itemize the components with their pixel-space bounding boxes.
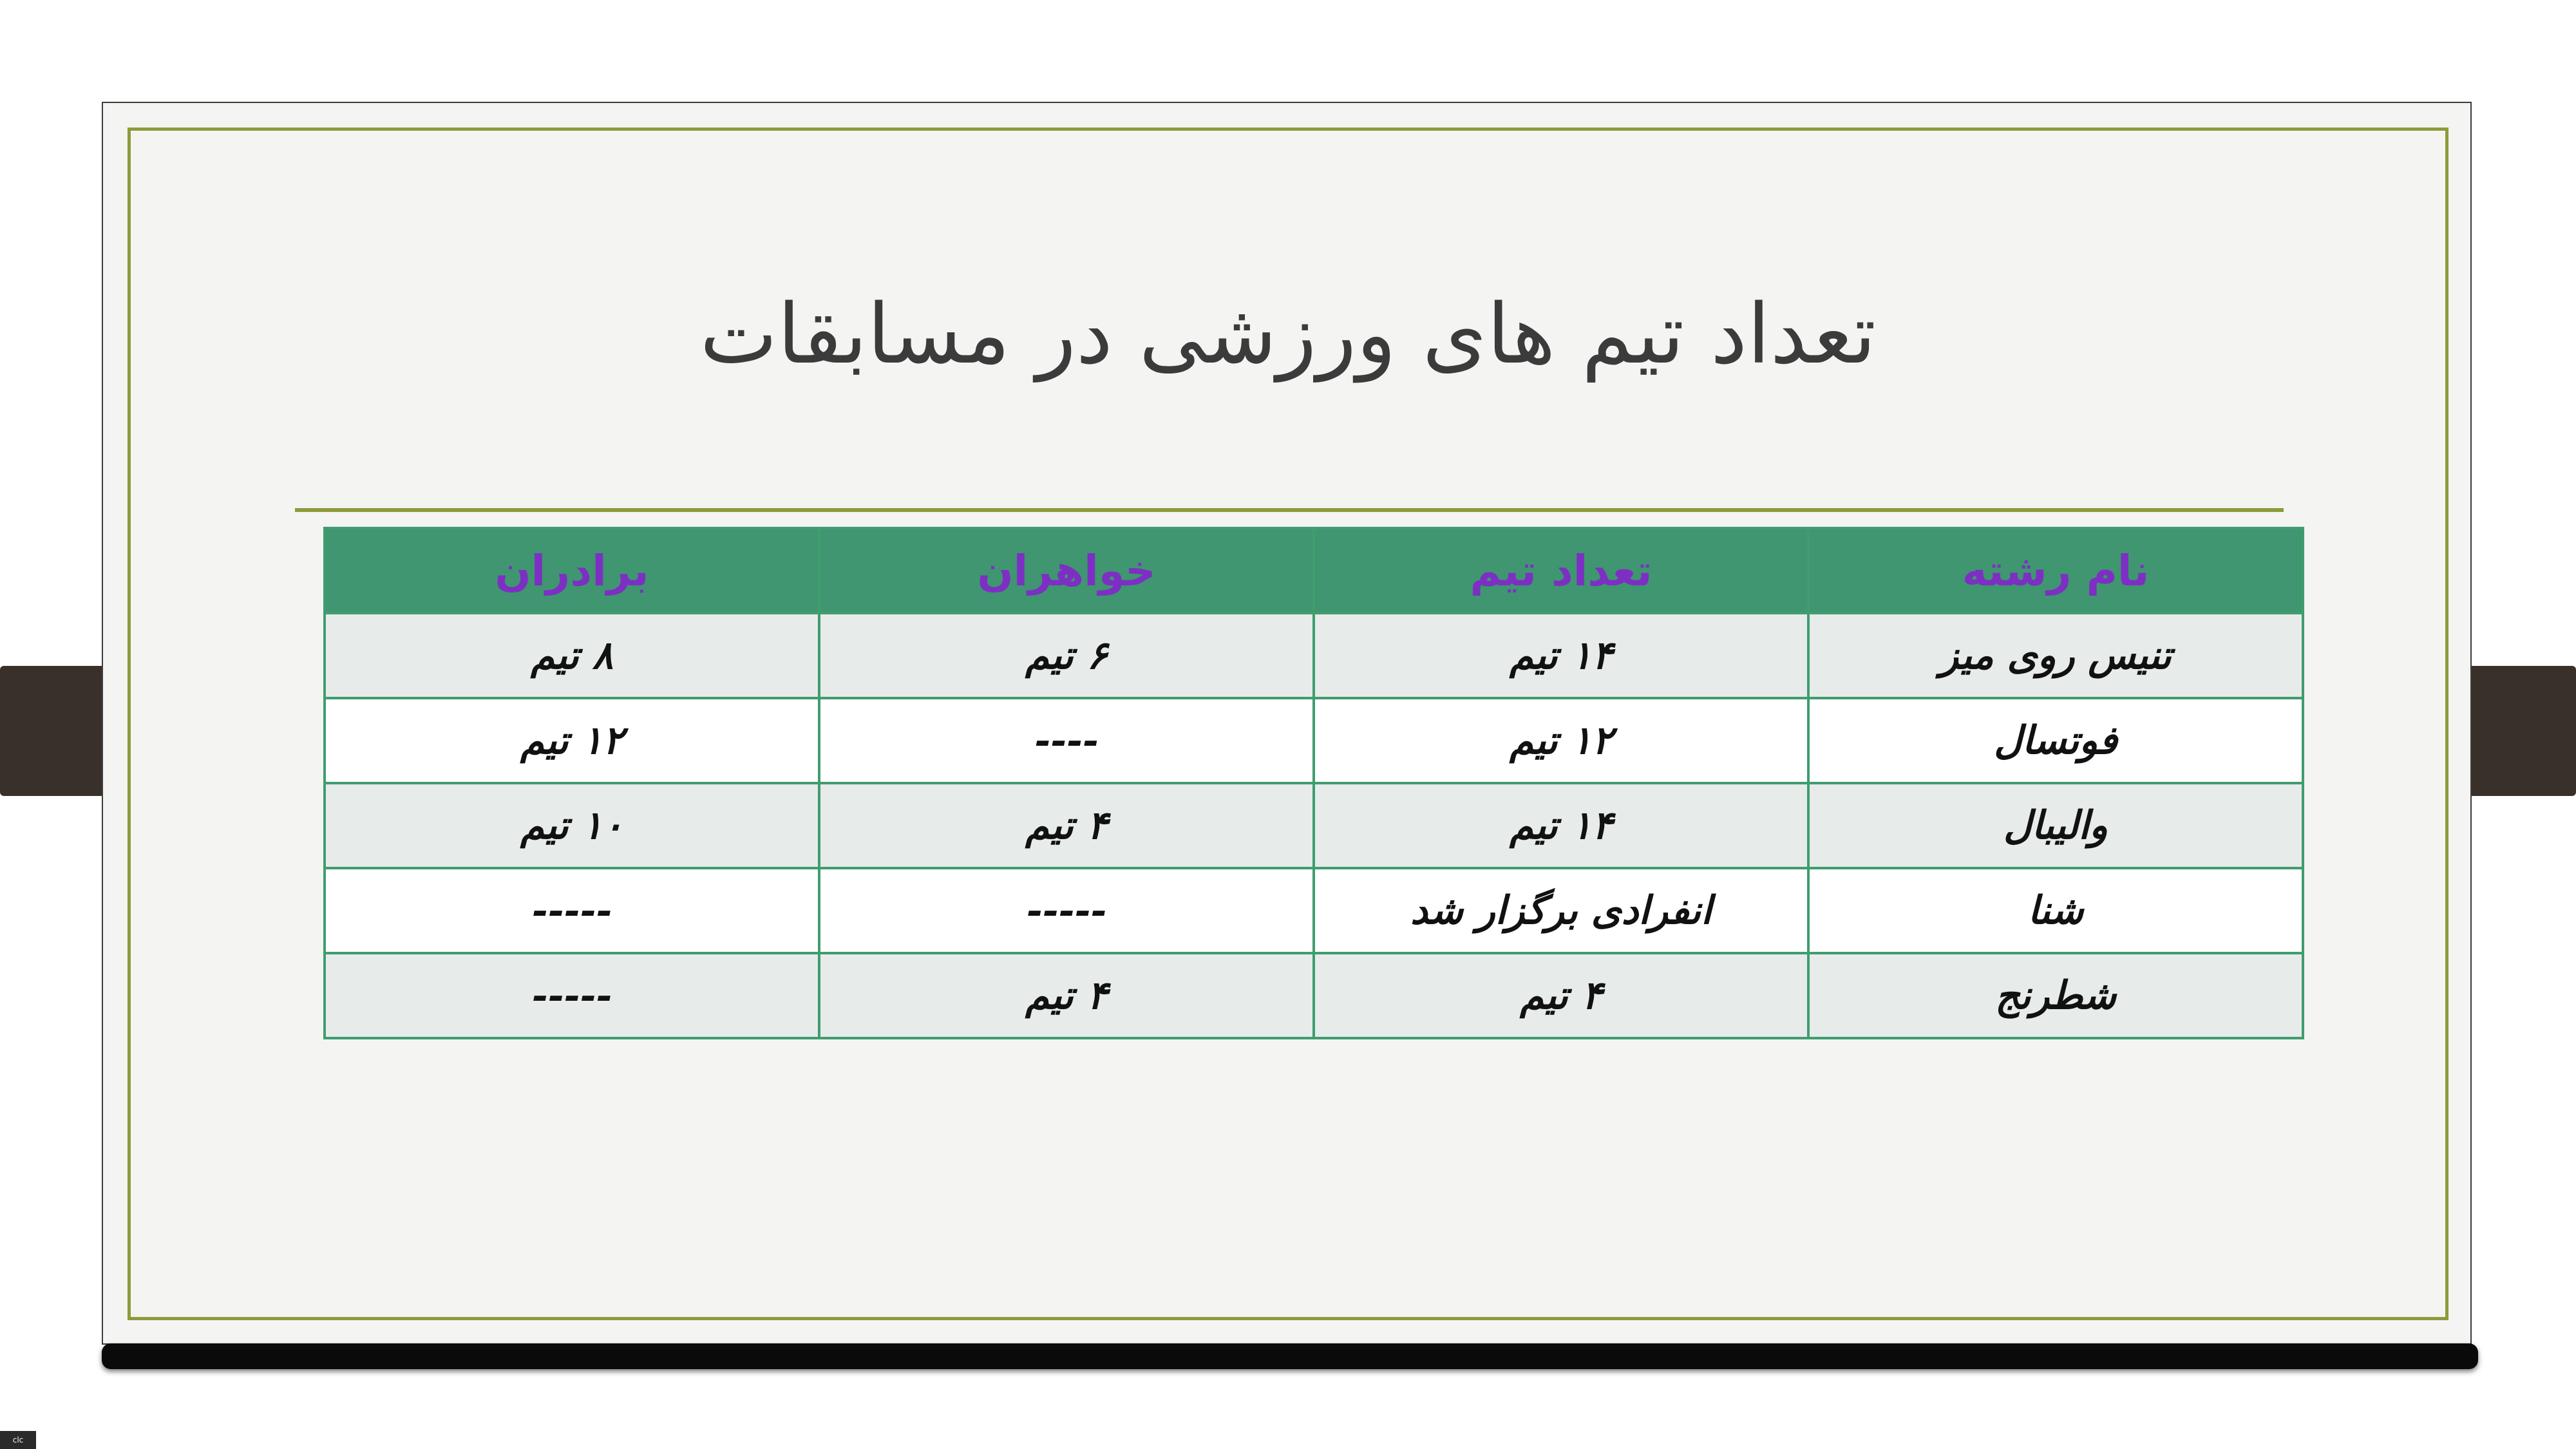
cell-brothers: ۸ تیم — [325, 613, 819, 698]
slide-bottom-bar — [102, 1343, 2478, 1369]
cell-discipline: تنیس روی میز — [1808, 613, 2303, 698]
header-sisters: خواهران — [819, 528, 1314, 613]
table-row — [325, 783, 2303, 868]
cell-brothers: ----- — [325, 953, 819, 1038]
cell-brothers: ----- — [325, 868, 819, 953]
cell-team-count: انفرادی برگزار شد — [1314, 868, 1808, 953]
cell-sisters: ---- — [819, 698, 1314, 783]
cell-sisters: ۴ تیم — [819, 953, 1314, 1038]
header-discipline: نام رشته — [1808, 528, 2303, 613]
cell-team-count: ۱۴ تیم — [1314, 613, 1808, 698]
cell-brothers: ۱۰ تیم — [325, 783, 819, 868]
cell-discipline: فوتسال — [1808, 698, 2303, 783]
table-header-row — [325, 528, 2303, 613]
cell-team-count: ۱۴ تیم — [1314, 783, 1808, 868]
cell-discipline: شنا — [1808, 868, 2303, 953]
cell-sisters: ۶ تیم — [819, 613, 1314, 698]
table-row — [325, 953, 2303, 1038]
cell-sisters: ۴ تیم — [819, 783, 1314, 868]
title-divider — [295, 508, 2284, 512]
cell-brothers: ۱۲ تیم — [325, 698, 819, 783]
header-brothers: برادران — [325, 528, 819, 613]
corner-badge: clc — [0, 1431, 36, 1449]
teams-table — [323, 527, 2304, 1039]
cell-team-count: ۱۲ تیم — [1314, 698, 1808, 783]
table-row — [325, 698, 2303, 783]
header-team-count: تعداد تیم — [1314, 528, 1808, 613]
cell-discipline: والیبال — [1808, 783, 2303, 868]
cell-sisters: ----- — [819, 868, 1314, 953]
cell-team-count: ۴ تیم — [1314, 953, 1808, 1038]
table-row — [325, 613, 2303, 698]
slide-title: تعداد تیم های ورزشی در مسابقات — [699, 287, 1877, 383]
cell-discipline: شطرنج — [1808, 953, 2303, 1038]
table-row — [325, 868, 2303, 953]
